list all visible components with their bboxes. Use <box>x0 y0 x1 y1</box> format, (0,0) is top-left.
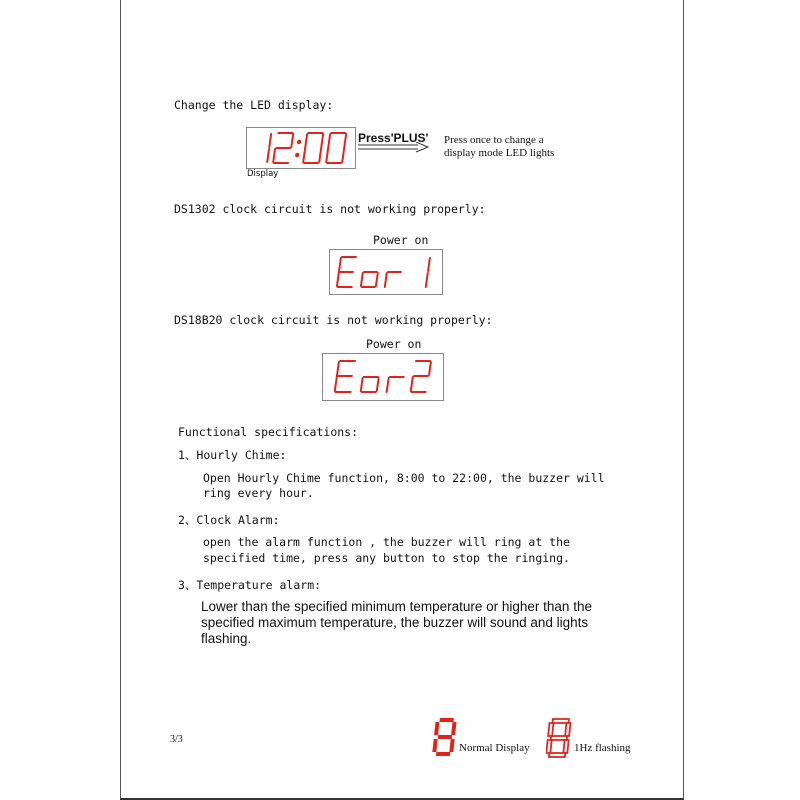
item-1-line1: Open Hourly Chime function, 8:00 to 22:00, the buzzer will <box>203 471 605 485</box>
page-number: 3/3 <box>170 734 183 745</box>
legend-normal-label: Normal Display <box>459 742 530 754</box>
item-2-line1: open the alarm function , the buzzer will ring at the <box>203 535 570 549</box>
item-2-title: 2、Clock Alarm: <box>178 513 280 527</box>
ds18b20-heading: DS18B20 clock circuit is not working properly: <box>174 313 493 327</box>
seven-segment-digits <box>330 250 442 294</box>
legend-segment-outline-icon <box>546 718 574 758</box>
press-plus-label: Press'PLUS' <box>358 131 429 145</box>
arrow-right-icon <box>356 142 432 154</box>
legend-flashing-label: 1Hz flashing <box>574 742 631 754</box>
led-display-1200 <box>246 127 356 169</box>
legend-segment-solid-icon <box>432 717 460 757</box>
seven-segment-digits <box>323 354 443 400</box>
ds18b20-power-on: Power on <box>366 337 422 351</box>
item-2-line2: specified time, press any button to stop the ringing. <box>203 551 570 565</box>
display-caption: Display <box>247 169 279 179</box>
item-3-text: Lower than the specified minimum temperature or higher than the specified maximum temperature, the buzzer will sound and lights flashing. <box>201 599 592 646</box>
item-1-title: 1、Hourly Chime: <box>178 448 287 462</box>
functional-heading: Functional specifications: <box>178 425 359 439</box>
led-display-eor1 <box>329 249 443 295</box>
ds1302-power-on: Power on <box>373 233 429 247</box>
ds1302-heading: DS1302 clock circuit is not working properly: <box>174 202 486 216</box>
item-1-line2: ring every hour. <box>203 486 314 500</box>
press-note-line2: display mode LED lights <box>444 147 555 159</box>
led-display-eor2 <box>322 353 444 401</box>
item-3-title: 3、Temperature alarm: <box>178 578 322 592</box>
led-section-heading: Change the LED display: <box>174 98 334 112</box>
press-note-line1: Press once to change a <box>444 134 544 146</box>
seven-segment-digits <box>247 128 355 168</box>
